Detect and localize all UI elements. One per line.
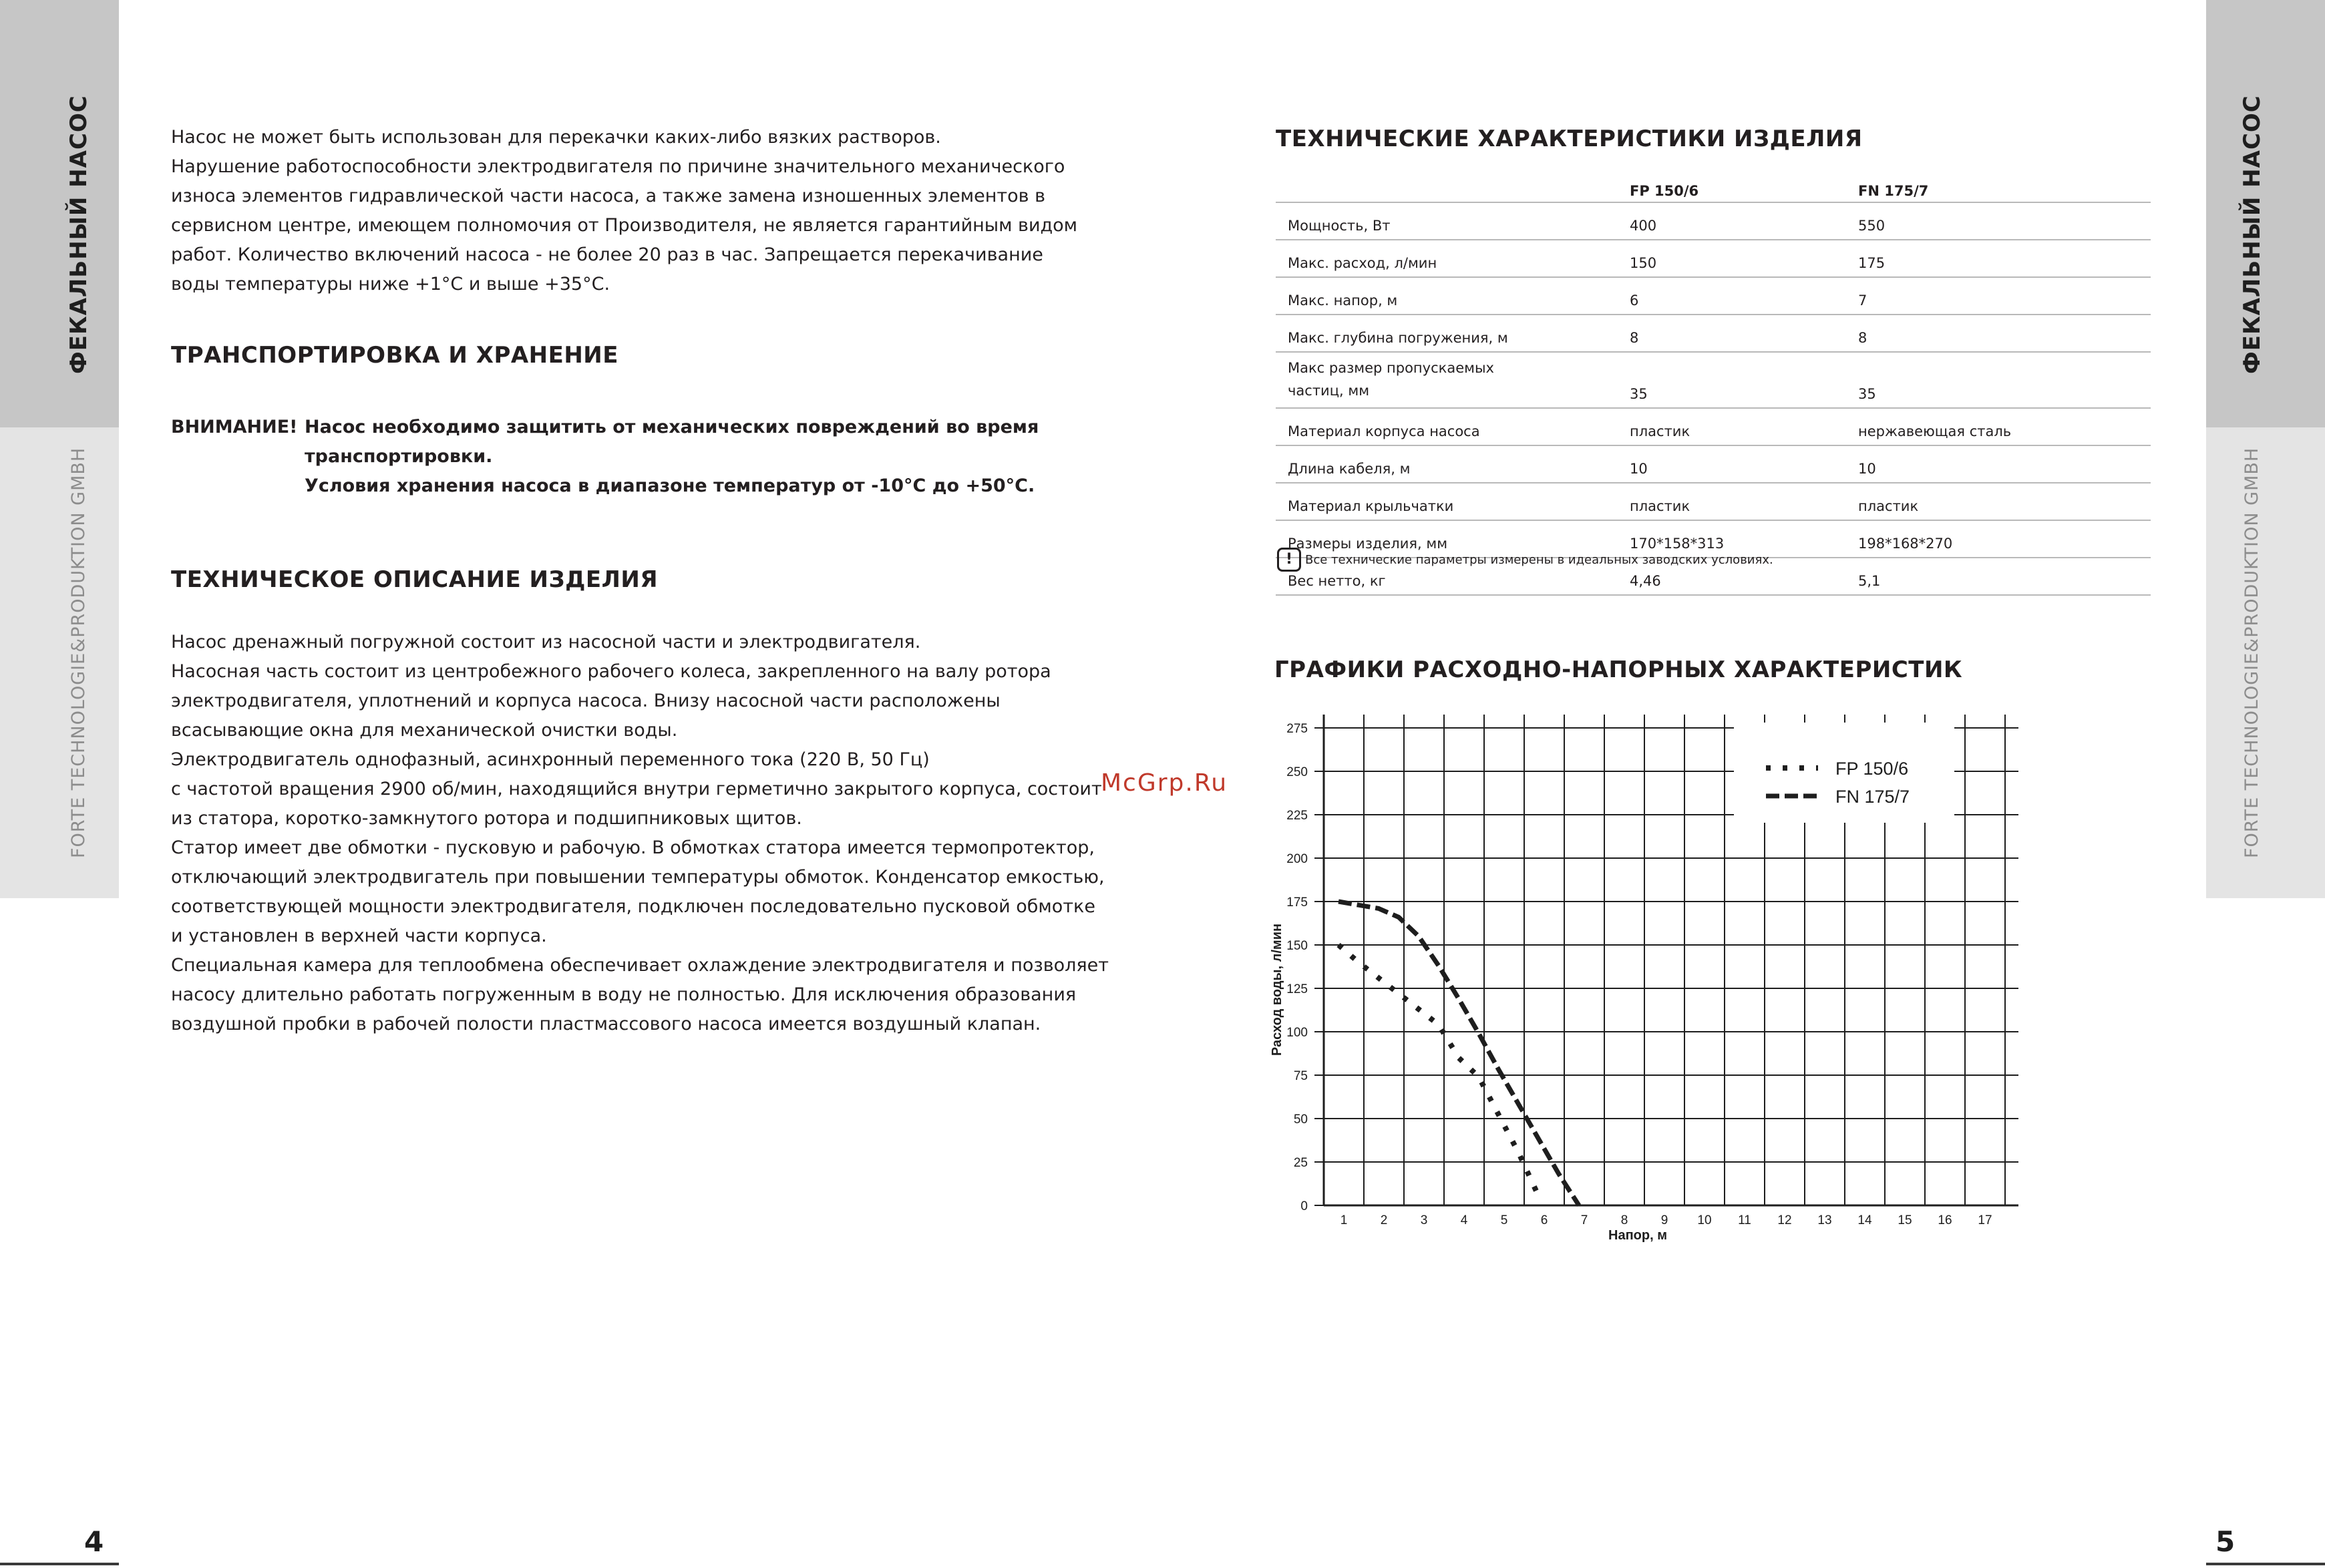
spec-value-fn: пластик <box>1846 483 2151 520</box>
spec-value-fp: 170*158*313 <box>1618 520 1846 558</box>
spec-row <box>1276 408 2151 445</box>
right-tab-brand-block <box>2206 427 2325 898</box>
description-line: Насос дренажный погружной состоит из насосной части и электродвигателя. <box>171 632 921 652</box>
spec-param: Вес нетто, кг <box>1276 558 1618 595</box>
spec-note-text: Все технические параметры измерены в идеальных заводских условиях. <box>1305 552 1773 567</box>
page-rule-left <box>0 1563 119 1565</box>
x-tick-label: 15 <box>1898 1213 1912 1227</box>
spec-param: Размеры изделия, мм <box>1276 520 1618 558</box>
spec-value-fp: 4,46 <box>1618 558 1846 595</box>
y-tick-label: 175 <box>1286 896 1308 910</box>
spec-row <box>1276 483 2151 520</box>
spec-header-cell: FN 175/7 <box>1846 170 2151 202</box>
description-line: из статора, коротко-замкнутого ротора и подшипниковых щитов. <box>171 808 802 829</box>
y-tick-label: 200 <box>1286 852 1308 866</box>
y-tick-label: 275 <box>1286 722 1308 736</box>
description-line: с частотой вращения 2900 об/мин, находящийся внутри герметично закрытого корпуса, состоит <box>171 779 1102 799</box>
intro-line: работ. Количество включений насоса - не более 20 раз в час. Запрещается перекачивание <box>171 244 1043 265</box>
y-tick-label: 0 <box>1300 1199 1308 1213</box>
description-line: Специальная камера для теплообмена обеспечивает охлаждение электродвигателя и позволяет <box>171 955 1109 976</box>
spec-value-fn: 175 <box>1846 240 2151 277</box>
y-tick-label: 225 <box>1286 809 1308 823</box>
spec-value-fn: 550 <box>1846 202 2151 240</box>
chart-legend <box>1734 723 1954 823</box>
y-tick-label: 50 <box>1293 1113 1308 1127</box>
attention-line: Условия хранения насоса в диапазоне температур от -10°С до +50°С. <box>305 475 1035 496</box>
spec-row <box>1276 277 2151 315</box>
chart-x-label: Напор, м <box>1608 1228 1667 1243</box>
x-tick-label: 3 <box>1420 1213 1428 1227</box>
description-line: и установлен в верхней части корпуса. <box>171 926 547 946</box>
x-tick-label: 13 <box>1817 1213 1832 1227</box>
page-number-right: 5 <box>2215 1525 2235 1558</box>
x-tick-label: 5 <box>1500 1213 1508 1227</box>
spec-value-fp: 150 <box>1618 240 1846 277</box>
y-tick-label: 100 <box>1286 1026 1308 1040</box>
left-tab-title-block <box>0 0 119 427</box>
spec-value-fp: 400 <box>1618 202 1846 240</box>
x-tick-label: 4 <box>1460 1213 1468 1227</box>
spec-value-fp: пластик <box>1618 483 1846 520</box>
left-tab-title: ФЕКАЛЬНЫЙ НАСОС <box>65 95 92 374</box>
intro-line: Нарушение работоспособности электродвигателя по причине значительного механического <box>171 156 1065 177</box>
x-tick-label: 2 <box>1380 1213 1388 1227</box>
x-tick-label: 17 <box>1978 1213 1992 1227</box>
chart-heading: ГРАФИКИ РАСХОДНО-НАПОРНЫХ ХАРАКТЕРИСТИК <box>1274 656 1963 683</box>
y-tick-label: 25 <box>1293 1156 1308 1170</box>
spec-param: Макс размер пропускаемых частиц, мм <box>1276 352 1618 408</box>
intro-line: воды температуры ниже +1°С и выше +35°С. <box>171 274 610 295</box>
spec-value-fp: 35 <box>1618 352 1846 408</box>
spec-note <box>1277 548 1773 572</box>
spec-value-fp: 10 <box>1618 445 1846 483</box>
spec-param: Макс. глубина погружения, м <box>1276 315 1618 352</box>
description-line: отключающий электродвигатель при повышении температуры обмоток. Конденсатор емкостью, <box>171 867 1105 888</box>
intro-line: сервисном центре, имеющем полномочия от Производителя, не является гарантийным видом <box>171 215 1078 236</box>
description-line: воздушной пробки в рабочей полости пластмассового насоса имеется воздушный клапан. <box>171 1014 1041 1034</box>
x-tick-label: 11 <box>1738 1213 1751 1227</box>
left-tab-brand-block <box>0 427 119 898</box>
spec-header-cell <box>1276 170 1618 202</box>
series-line-fp-150-6 <box>1338 945 1539 1197</box>
y-tick-label: 125 <box>1286 982 1308 996</box>
spec-table <box>1276 170 2151 596</box>
page-rule-right <box>2206 1563 2325 1565</box>
x-tick-label: 12 <box>1777 1213 1792 1227</box>
spec-value-fn: 35 <box>1846 352 2151 408</box>
x-tick-label: 14 <box>1857 1213 1872 1227</box>
description-line: насосу длительно работать погруженным в воду не полностью. Для исключения образования <box>171 984 1077 1005</box>
spec-row <box>1276 352 2151 408</box>
spec-value-fp: 6 <box>1618 277 1846 315</box>
spec-value-fn: нержавеющая сталь <box>1846 408 2151 445</box>
specs-heading: ТЕХНИЧЕСКИЕ ХАРАКТЕРИСТИКИ ИЗДЕЛИЯ <box>1276 126 1863 152</box>
attention-label: ВНИМАНИЕ! <box>171 417 298 437</box>
description-line: Насосная часть состоит из центробежного рабочего колеса, закрепленного на валу ротора <box>171 661 1051 682</box>
x-tick-label: 6 <box>1540 1213 1548 1227</box>
description-line: всасывающие окна для механической очистки воды. <box>171 720 678 741</box>
attention-text <box>305 413 1039 501</box>
x-tick-label: 8 <box>1620 1213 1628 1227</box>
y-tick-label: 75 <box>1293 1069 1308 1083</box>
description-line: соответствующей мощности электродвигателя, подключен последовательно пусковой обмотке <box>171 896 1095 917</box>
right-tab-title: ФЕКАЛЬНЫЙ НАСОС <box>2239 95 2266 374</box>
left-tab-brand: FORTE TECHNOLOGIE&PRODUKTION GMBH <box>68 447 89 858</box>
description-paragraph <box>171 628 1139 1039</box>
legend-label-fp: FP 150/6 <box>1835 759 1909 779</box>
legend-label-fn: FN 175/7 <box>1835 787 1910 807</box>
spec-value-fn: 7 <box>1846 277 2151 315</box>
intro-line: Насос не может быть использован для перекачки каких-либо вязких растворов. <box>171 127 941 148</box>
x-tick-label: 9 <box>1660 1213 1668 1227</box>
attention-line: транспортировки. <box>305 446 493 467</box>
spec-value-fn: 8 <box>1846 315 2151 352</box>
spec-header-cell: FP 150/6 <box>1618 170 1846 202</box>
intro-line: износа элементов гидравлической части насоса, а также замена изношенных элементов в <box>171 186 1046 206</box>
spec-row <box>1276 445 2151 483</box>
spec-param: Макс. расход, л/мин <box>1276 240 1618 277</box>
spec-param: Макс. напор, м <box>1276 277 1618 315</box>
spec-header-row <box>1276 170 2151 202</box>
chart-series <box>1338 902 1579 1205</box>
spec-param: Материал крыльчатки <box>1276 483 1618 520</box>
spec-value-fn: 198*168*270 <box>1846 520 2151 558</box>
description-line: Статор имеет две обмотки - пусковую и рабочую. В обмотках статора имеется термопротектор, <box>171 837 1095 858</box>
spec-row <box>1276 315 2151 352</box>
exclamation-icon: ! <box>1277 548 1301 572</box>
watermark: McGrp.Ru <box>1101 769 1228 797</box>
right-tab-title-block <box>2206 0 2325 427</box>
y-tick-label: 250 <box>1286 765 1308 779</box>
spec-value-fn: 10 <box>1846 445 2151 483</box>
description-line: электродвигателя, уплотнений и корпуса насоса. Внизу насосной части расположены <box>171 691 1001 711</box>
x-tick-label: 7 <box>1580 1213 1588 1227</box>
spec-value-fn: 5,1 <box>1846 558 2151 595</box>
transport-heading: ТРАНСПОРТИРОВКА И ХРАНЕНИЕ <box>171 342 618 369</box>
description-line: Электродвигатель однофазный, асинхронный переменного тока (220 В, 50 Гц) <box>171 749 930 770</box>
spec-value-fp: 8 <box>1618 315 1846 352</box>
attention-line: Насос необходимо защитить от механических повреждений во время <box>305 417 1039 437</box>
spec-row <box>1276 240 2151 277</box>
spec-param: Материал корпуса насоса <box>1276 408 1618 445</box>
x-tick-label: 16 <box>1938 1213 1952 1227</box>
chart-y-label: Расход воды, л/мин <box>1270 923 1284 1056</box>
spec-row <box>1276 202 2151 240</box>
spec-param: Длина кабеля, м <box>1276 445 1618 483</box>
x-tick-label: 1 <box>1340 1213 1348 1227</box>
intro-paragraph <box>171 123 1106 299</box>
description-heading: ТЕХНИЧЕСКОЕ ОПИСАНИЕ ИЗДЕЛИЯ <box>171 566 658 593</box>
spec-value-fp: пластик <box>1618 408 1846 445</box>
spec-param: Мощность, Вт <box>1276 202 1618 240</box>
head-flow-chart <box>1262 701 2037 1255</box>
x-tick-label: 10 <box>1697 1213 1712 1227</box>
y-tick-label: 150 <box>1286 939 1308 953</box>
right-tab-brand: FORTE TECHNOLOGIE&PRODUKTION GMBH <box>2242 447 2262 858</box>
page-number-left: 4 <box>84 1525 104 1558</box>
series-line-fn-175-7 <box>1338 902 1579 1205</box>
